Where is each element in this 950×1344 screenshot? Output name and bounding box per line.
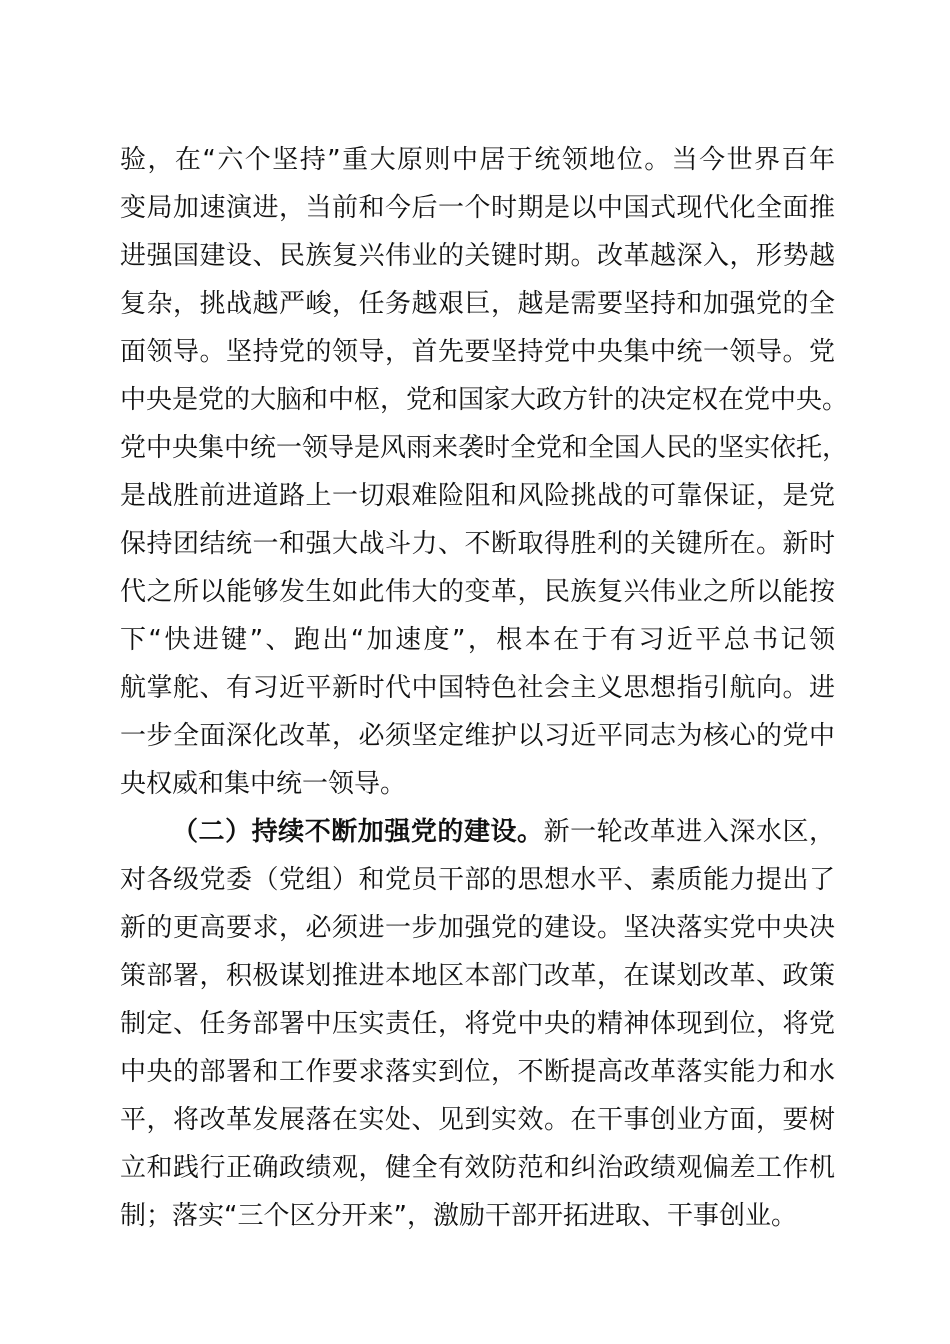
paragraph-2-line: 平，将改革发展落在实处、见到实效。在干事创业方面，要树 <box>120 1105 835 1135</box>
paragraph-1-line: 是战胜前进道路上一切艰难险阻和风险挑战的可靠保证，是党 <box>120 481 835 511</box>
paragraph-2-line: 制；落实“三个区分开来”，激励干部开拓进取、干事创业。 <box>120 1201 797 1231</box>
paragraph-1-line: 央权威和集中统一领导。 <box>120 769 407 799</box>
paragraph-2-line: 立和践行正确政绩观，健全有效防范和纠治政绩观偏差工作机 <box>120 1153 835 1183</box>
paragraph-1-line: 党中央集中统一领导是风雨来袭时全党和全国人民的坚实依托， <box>120 433 849 463</box>
paragraph-1-line: 复杂，挑战越严峻，任务越艰巨，越是需要坚持和加强党的全 <box>120 289 835 319</box>
paragraph-1-line: 变局加速演进，当前和今后一个时期是以中国式现代化全面推 <box>120 193 835 223</box>
paragraph-1-line: 验，在“六个坚持”重大原则中居于统领地位。当今世界百年 <box>120 145 835 175</box>
paragraph-1-line: 代之所以能够发生如此伟大的变革，民族复兴伟业之所以能按 <box>120 577 835 607</box>
paragraph-1-line: 航掌舵、有习近平新时代中国特色社会主义思想指引航向。进 <box>120 673 835 703</box>
paragraph-1-line: 进强国建设、民族复兴伟业的关键时期。改革越深入，形势越 <box>120 241 835 271</box>
paragraph-1-line: 一步全面深化改革，必须坚定维护以习近平同志为核心的党中 <box>120 721 835 751</box>
paragraph-1-line: 下“快进键”、跑出“加速度”，根本在于有习近平总书记领 <box>120 625 835 655</box>
paragraph-2-line: 新的更高要求，必须进一步加强党的建设。坚决落实党中央决 <box>120 913 835 943</box>
paragraph-2-first-line-text: 新一轮改革进入深水区， <box>543 817 835 847</box>
paragraph-1-line: 中央是党的大脑和中枢，党和国家大政方针的决定权在党中央。 <box>120 385 849 415</box>
paragraph-2-line: 中央的部署和工作要求落实到位，不断提高改革落实能力和水 <box>120 1057 835 1087</box>
section-heading: （二）持续不断加强党的建设。 <box>172 817 544 847</box>
paragraph-2-line: 策部署，积极谋划推进本地区本部门改革，在谋划改革、政策 <box>120 961 835 991</box>
paragraph-1-line: 保持团结统一和强大战斗力、不断取得胜利的关键所在。新时 <box>120 529 835 559</box>
paragraph-1-line: 面领导。坚持党的领导，首先要坚持党中央集中统一领导。党 <box>120 337 835 367</box>
paragraph-2-line: 制定、任务部署中压实责任，将党中央的精神体现到位，将党 <box>120 1009 835 1039</box>
paragraph-2-first-line <box>172 810 835 854</box>
paragraph-2-line: 对各级党委（党组）和党员干部的思想水平、素质能力提出了 <box>120 865 835 895</box>
